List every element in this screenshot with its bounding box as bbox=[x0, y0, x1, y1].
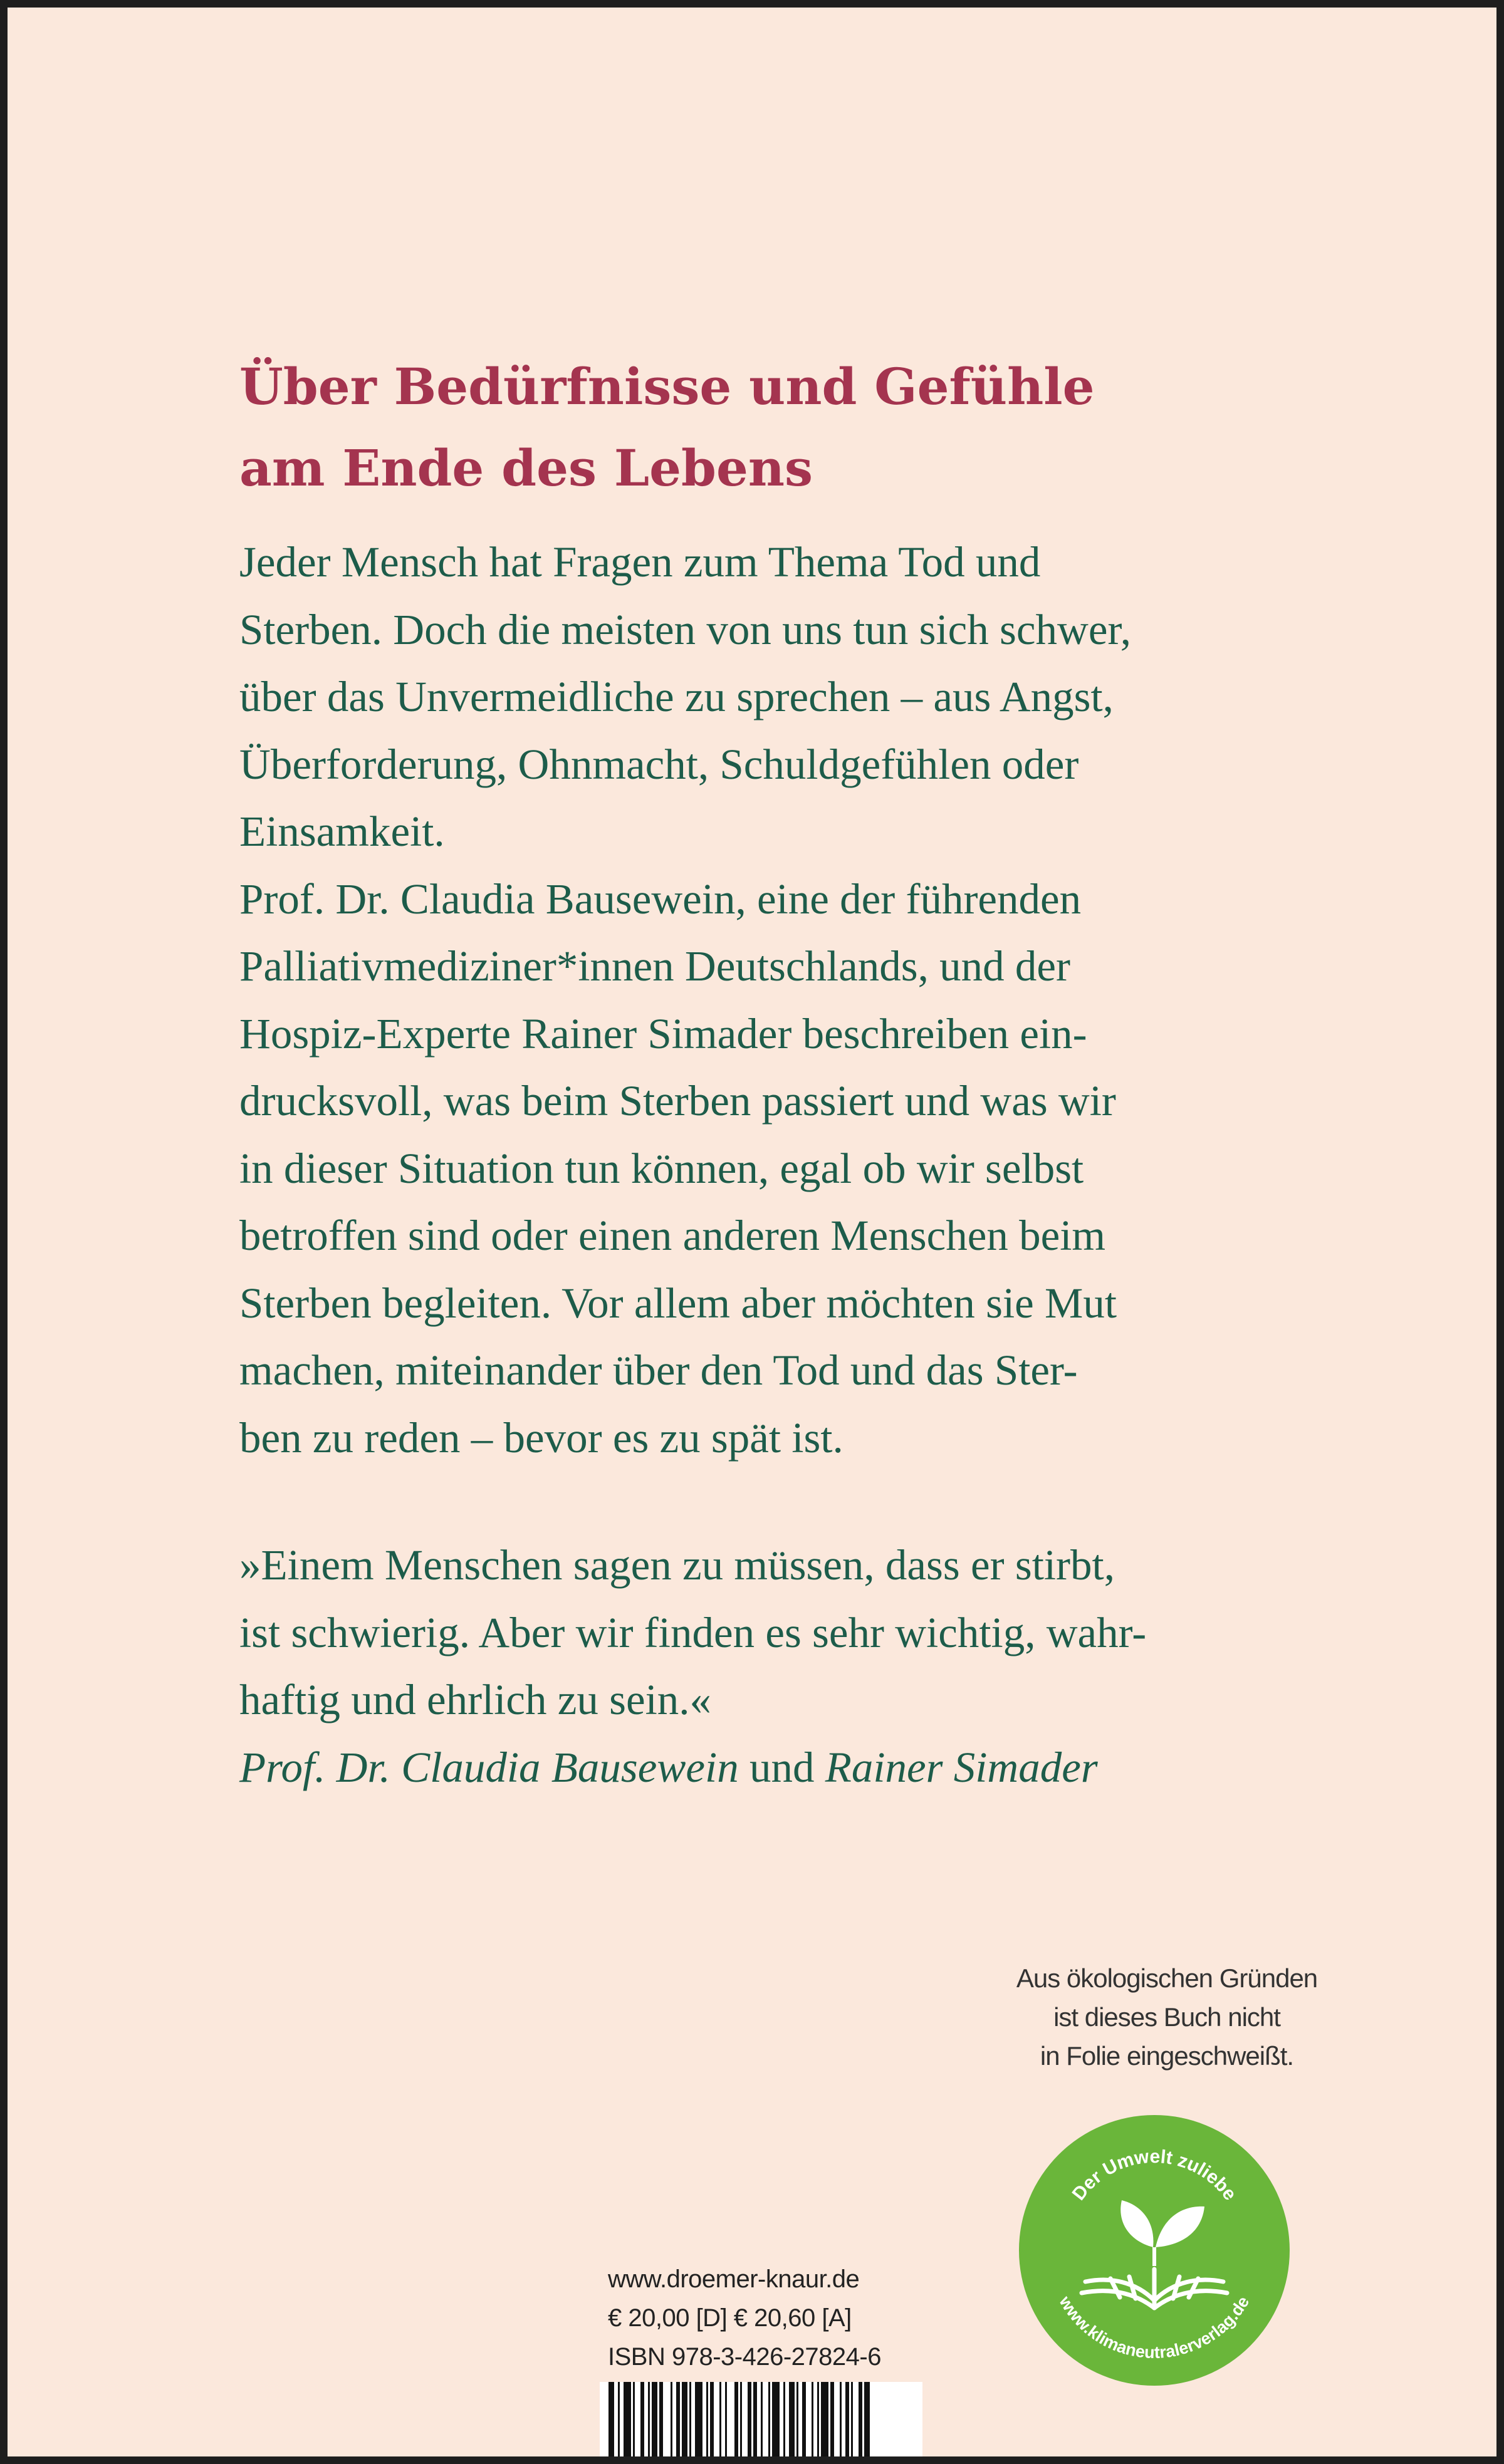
barcode-bar bbox=[676, 2382, 680, 2456]
barcode-bar bbox=[695, 2382, 702, 2456]
barcode-bar bbox=[812, 2382, 813, 2456]
barcode-bar bbox=[802, 2382, 806, 2456]
barcode-bar bbox=[840, 2382, 842, 2456]
headline-line: am Ende des Lebens bbox=[239, 439, 813, 497]
blurb-line: über das Unvermeidliche zu sprechen – aus Angst, bbox=[239, 673, 1114, 720]
blurb-line: Einsamkeit. bbox=[239, 808, 445, 855]
barcode-bar bbox=[845, 2382, 849, 2456]
barcode-bar bbox=[821, 2382, 828, 2456]
barcode-bar bbox=[652, 2382, 657, 2456]
barcode-bar bbox=[772, 2382, 780, 2456]
barcode-bar bbox=[710, 2382, 714, 2456]
barcode-bar bbox=[659, 2382, 663, 2456]
blurb-line: Prof. Dr. Claudia Bausewein, eine der führenden bbox=[239, 875, 1082, 923]
barcode-bar bbox=[783, 2382, 785, 2456]
barcode-bar bbox=[859, 2382, 862, 2456]
publisher-info bbox=[608, 2260, 881, 2376]
climate-neutral-badge bbox=[1016, 2113, 1292, 2388]
barcode-bar bbox=[830, 2382, 834, 2456]
blurb-line: Jeder Mensch hat Fragen zum Thema Tod und bbox=[239, 538, 1041, 586]
quote-author-2: Rainer Simader bbox=[825, 1743, 1098, 1791]
badge-top-text: Der Umwelt zuliebe bbox=[1068, 2146, 1241, 2205]
author-quote bbox=[239, 1532, 1292, 1801]
barcode-bar bbox=[671, 2382, 672, 2456]
badge-bottom-text: www.klimaneutralerverlag.de bbox=[1055, 2292, 1253, 2363]
barcode-bar bbox=[768, 2382, 770, 2456]
barcode-bar bbox=[689, 2382, 691, 2456]
eco-note-line: Aus ökologischen Gründen bbox=[1016, 1963, 1318, 1993]
blurb-line: Palliativmediziner*innen Deutschlands, und der bbox=[239, 942, 1070, 990]
quote-connector: und bbox=[749, 1743, 815, 1791]
eco-note bbox=[948, 1959, 1386, 2076]
blurb-line: Überforderung, Ohnmacht, Schuldgefühlen oder bbox=[239, 740, 1079, 788]
barcode-bar bbox=[608, 2382, 614, 2456]
eco-note-line: in Folie eingeschweißt. bbox=[1040, 2041, 1294, 2071]
price: € 20,00 [D] € 20,60 [A] bbox=[608, 2304, 852, 2332]
barcode-bar bbox=[753, 2382, 757, 2456]
barcode-bar bbox=[748, 2382, 751, 2456]
blurb-line: Sterben begleiten. Vor allem aber möchten sie Mut bbox=[239, 1279, 1117, 1327]
blurb-line: in dieser Situation tun können, egal ob wir selbst bbox=[239, 1144, 1084, 1192]
barcode-bar bbox=[640, 2382, 644, 2456]
barcode-bar bbox=[624, 2382, 631, 2456]
headline-line: Über Bedürfnisse und Gefühle bbox=[239, 357, 1095, 416]
barcode-bar bbox=[864, 2382, 870, 2456]
quote-line: ist schwierig. Aber wir finden es sehr wichtig, wahr- bbox=[239, 1608, 1147, 1656]
blurb-line: drucksvoll, was beim Sterben passiert und was wir bbox=[239, 1077, 1116, 1125]
blurb-line: ben zu reden – bevor es zu spät ist. bbox=[239, 1413, 843, 1462]
cover-text-area bbox=[239, 346, 1292, 1801]
barcode-bar bbox=[719, 2382, 721, 2456]
blurb-line: betroffen sind oder einen anderen Menschen beim bbox=[239, 1212, 1106, 1259]
barcode-bar bbox=[618, 2382, 620, 2456]
barcode-bar bbox=[706, 2382, 708, 2456]
publisher-website: www.droemer-knaur.de bbox=[608, 2265, 860, 2293]
quote-line: »Einem Menschen sagen zu müssen, dass er stirbt, bbox=[239, 1541, 1115, 1589]
headline bbox=[239, 346, 1292, 509]
blurb-line: Hospiz-Experte Rainer Simader beschreiben ein- bbox=[239, 1009, 1087, 1058]
barcode-bar bbox=[817, 2382, 819, 2456]
barcode bbox=[600, 2382, 922, 2456]
barcode-bar bbox=[761, 2382, 763, 2456]
blurb-paragraph bbox=[239, 529, 1292, 1472]
isbn: ISBN 978-3-426-27824-6 bbox=[608, 2343, 881, 2371]
barcode-bar bbox=[648, 2382, 650, 2456]
barcode-bar bbox=[789, 2382, 795, 2456]
barcode-bar bbox=[740, 2382, 742, 2456]
book-back-cover bbox=[8, 8, 1496, 2456]
barcode-bar bbox=[851, 2382, 853, 2456]
eco-note-line: ist dieses Buch nicht bbox=[1053, 2002, 1280, 2032]
barcode-bar bbox=[725, 2382, 727, 2456]
barcode-bar bbox=[682, 2382, 687, 2456]
quote-author-1: Prof. Dr. Claudia Bausewein bbox=[239, 1743, 739, 1791]
barcode-bar bbox=[796, 2382, 798, 2456]
barcode-icon bbox=[600, 2382, 922, 2456]
quote-line: haftig und ehrlich zu sein.« bbox=[239, 1676, 712, 1723]
barcode-bar bbox=[633, 2382, 635, 2456]
barcode-bar bbox=[734, 2382, 738, 2456]
eco-badge-icon bbox=[1016, 2113, 1292, 2388]
blurb-line: machen, miteinander über den Tod und das Ster- bbox=[239, 1346, 1078, 1394]
quote-attribution bbox=[239, 1734, 1292, 1802]
blurb-line: Sterben. Doch die meisten von uns tun sich schwer, bbox=[239, 605, 1131, 653]
